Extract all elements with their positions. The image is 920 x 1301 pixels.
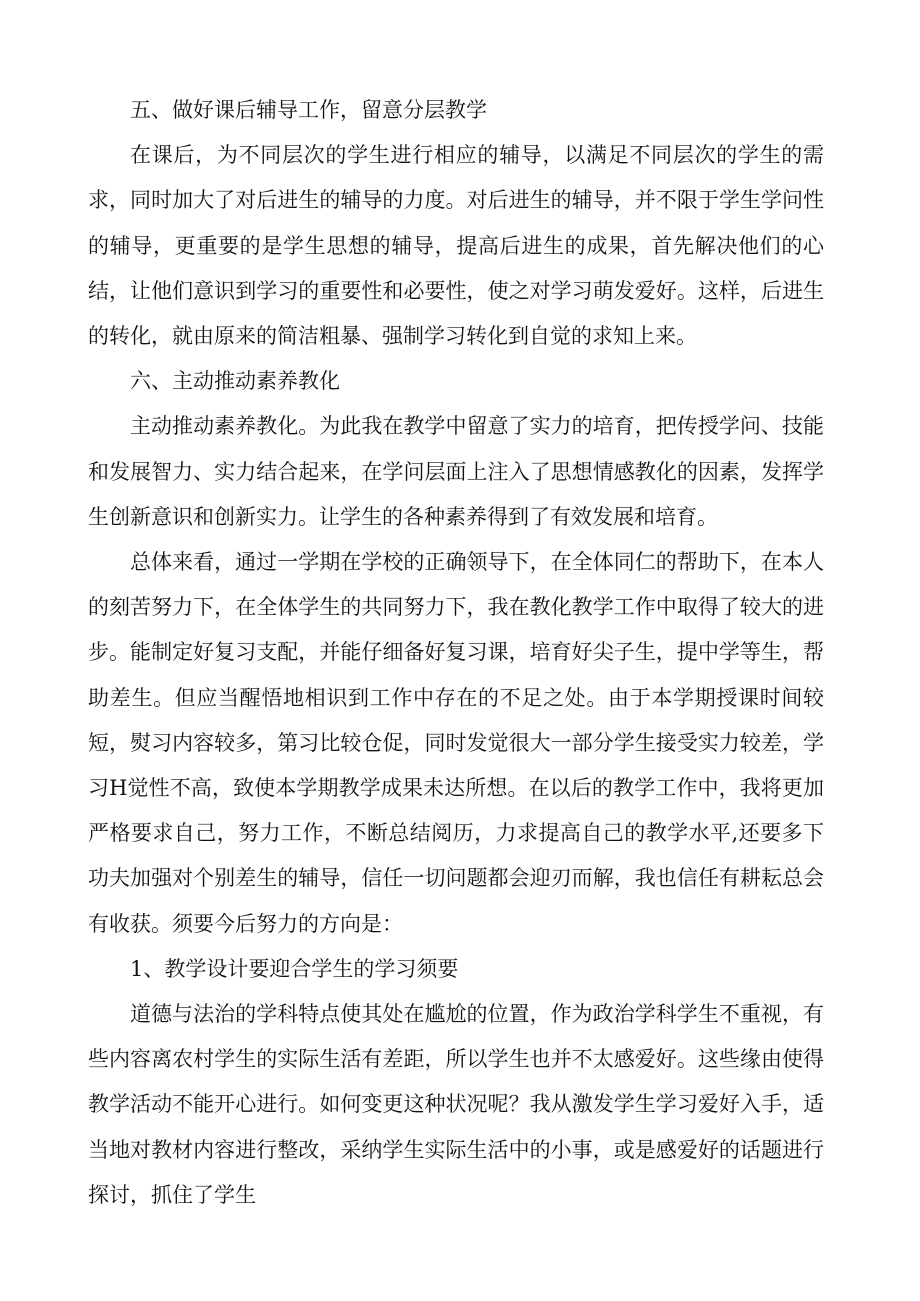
paragraph-teaching-design: 道德与法治的学科特点使其处在尴尬的位置，作为政治学科学生不重视，有些内容离农村学生的实际生活有差距，所以学生也并不太感爱好。这些缘由使得教学活动不能开心进行。如何变更这种状况呢？我从激发学生学习爱好入手，适当地对教材内容进行整改，采纳学生实际生活中的小事，或是感爱好的话题进行探讨，抓住了学生 bbox=[88, 1002, 824, 1207]
paragraph-summary: 总体来看，通过一学期在学校的正确领导下，在全体同仁的帮助下，在本人的刻苦努力下，在全体学生的共同努力下，我在教化教学工作中取得了较大的进步。能制定好复习支配，并能仔细备好复习课，培育好尖子生，提中学等生，帮助差生。但应当醒悟地相识到工作中存在的不足之处。由于本学期授课时间较短，熨习内容较多，第习比较仓促，同时发觉很大一部分学生接受实力较差，学习H觉性不高，致使本学期教学成果未达所想。在以后的教学工作中，我将更加严格要求自己，努力工作，不断总结阅历，力求提高自己的教学水平,还要多下功夫加强对个别差生的辅导，信任一切问题都会迎刃而解，我也信任有耕耘总会有收获。须要今后努力的方向是： bbox=[88, 550, 824, 936]
document-body bbox=[88, 88, 824, 1218]
paragraph-quality-education: 主动推动素养教化。为此我在教学中留意了实力的培育，把传授学问、技能和发展智力、实力结合起来，在学问层面上注入了思想情感教化的因素，发挥学生创新意识和创新实力。让学生的各种素养得到了有效发展和培育。 bbox=[88, 414, 824, 529]
section-heading-6: 六、主动推动素养教化 bbox=[130, 369, 340, 394]
subsection-heading-1: 1、教学设计要迎合学生的学习须要 bbox=[130, 956, 459, 981]
section-heading-5: 五、做好课后辅导工作，留意分层教学 bbox=[130, 98, 487, 122]
paragraph-after-class-tutoring: 在课后，为不同层次的学生进行相应的辅导，以满足不同层次的学生的需求，同时加大了对后进生的辅导的力度。对后进生的辅导，并不限于学生学问性的辅导，更重要的是学生思想的辅导，提高后进生的成果，首先解决他们的心结，让他们意识到学习的重要性和必要性，使之对学习萌发爱好。这样，后进生的转化，就由原来的简洁粗暴、强制学习转化到自觉的求知上来。 bbox=[88, 143, 824, 349]
